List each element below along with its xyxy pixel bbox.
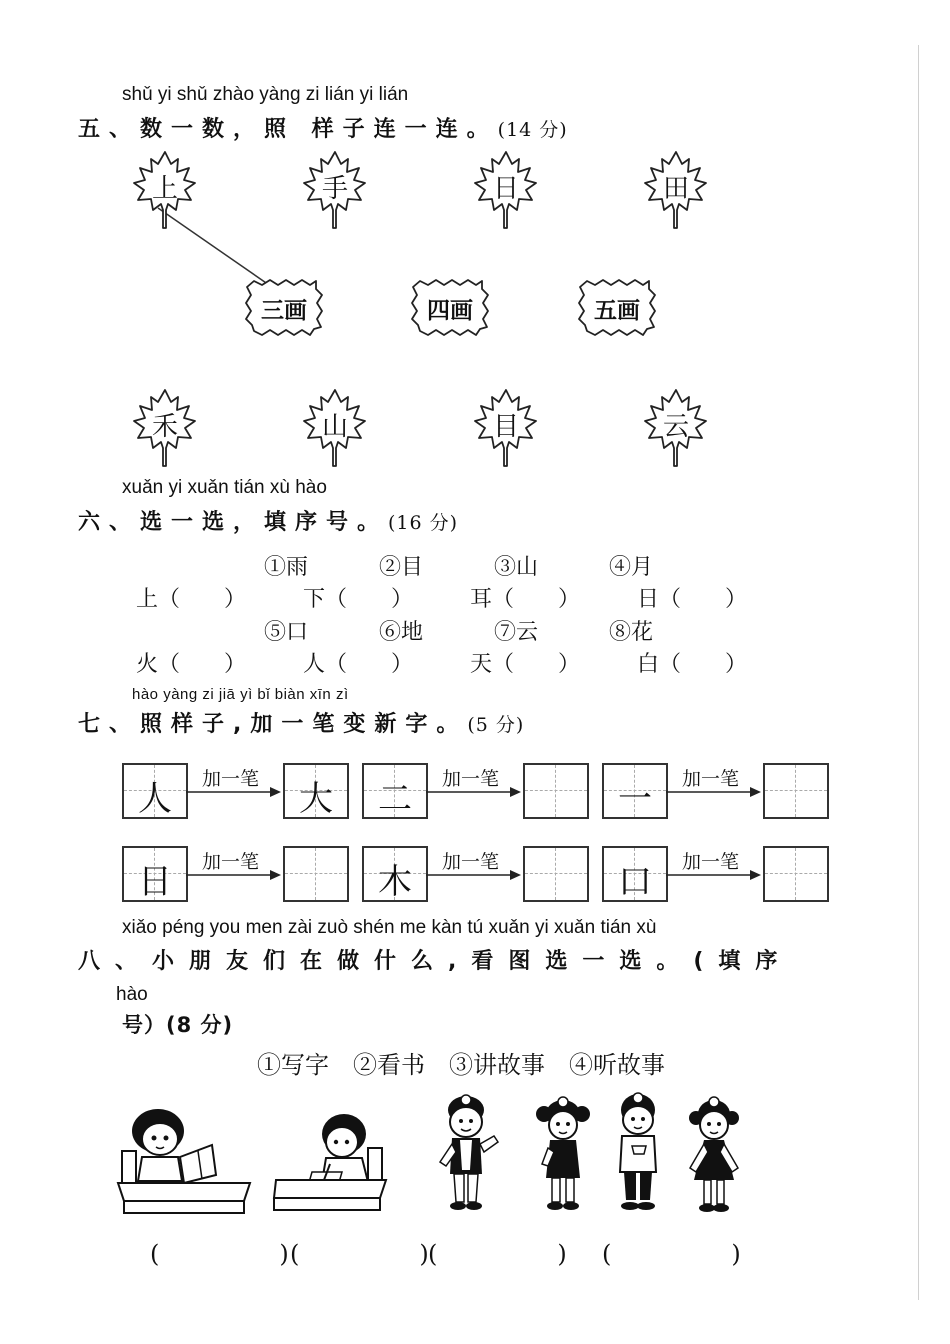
fill-question[interactable]: 日（ ） xyxy=(637,587,748,612)
box-char: 日 xyxy=(138,862,172,902)
answer-blank[interactable]: ( ) xyxy=(150,1240,337,1268)
box-char: 一 xyxy=(618,779,652,819)
leaf-char: 云 xyxy=(662,412,689,442)
stroke-count-badge[interactable] xyxy=(577,277,657,337)
arrow-right-icon xyxy=(426,784,522,800)
option: ①雨 xyxy=(264,555,309,580)
s7-pinyin: hào yàng zi jiā yì bǐ biàn xīn zì xyxy=(132,686,349,703)
fill-question[interactable]: 白（ ） xyxy=(637,652,748,677)
answer-blank[interactable]: ( ) xyxy=(602,1240,789,1268)
s8-title: 八、小朋友们在做什么,看图选一选。(填序 xyxy=(78,949,793,974)
s8-pinyin: xiǎo péng you men zài zuò shén me kàn tú xuǎn yi xuǎn tián xù xyxy=(122,917,657,938)
stroke-count-badge[interactable] xyxy=(410,277,490,337)
leaf-char-card[interactable] xyxy=(302,388,368,470)
leaf-char-card[interactable] xyxy=(302,150,368,232)
answer-blank[interactable]: ( ) xyxy=(290,1240,477,1268)
leaf-char: 山 xyxy=(321,412,348,442)
add-stroke-label: 加一笔 xyxy=(202,768,260,790)
s7-score: (5 分) xyxy=(467,714,525,736)
s7-title: 七、照样子,加一笔变新字。 xyxy=(78,712,468,737)
s5-score: (14 分) xyxy=(497,119,568,141)
s7-heading xyxy=(78,707,524,738)
stroke-count-label: 五画 xyxy=(594,297,640,324)
leaf-char: 禾 xyxy=(151,412,178,442)
s6-heading xyxy=(78,505,458,536)
option: ⑤口 xyxy=(264,620,309,645)
leaf-char: 田 xyxy=(662,174,689,204)
option: ②目 xyxy=(379,555,424,580)
char-box-source xyxy=(602,846,668,902)
box-char: 木 xyxy=(378,862,412,902)
arrow-right-icon xyxy=(666,867,762,883)
girl-listening-icon xyxy=(530,1092,596,1218)
fill-question[interactable]: 火（ ） xyxy=(136,652,247,677)
boy-standing-icon xyxy=(608,1088,668,1218)
char-box-source xyxy=(362,846,428,902)
s8-pinyin-hao: hào xyxy=(116,984,148,1005)
option: ⑥地 xyxy=(379,620,424,645)
answer-blank[interactable]: ( ) xyxy=(428,1240,615,1268)
leaf-char-card[interactable] xyxy=(132,388,198,470)
box-char: 口 xyxy=(618,862,652,902)
add-stroke-label: 加一笔 xyxy=(442,851,500,873)
char-box-source xyxy=(122,846,188,902)
option: ④月 xyxy=(609,555,654,580)
s6-title: 六、选一选，填序号。 xyxy=(78,510,389,535)
child-reading-book-icon xyxy=(116,1105,252,1221)
s6-score: (16 分) xyxy=(388,512,459,534)
boy-telling-story-icon xyxy=(432,1090,502,1218)
stroke-count-label: 三画 xyxy=(261,297,307,324)
arrow-right-icon xyxy=(666,784,762,800)
child-writing-icon xyxy=(272,1108,392,1220)
stroke-count-label: 四画 xyxy=(427,297,473,324)
leaf-char-card[interactable] xyxy=(473,150,539,232)
leaf-char: 手 xyxy=(321,174,348,204)
fill-question[interactable]: 下（ ） xyxy=(303,587,414,612)
fill-question[interactable]: 天（ ） xyxy=(470,652,581,677)
fill-question[interactable]: 上（ ） xyxy=(136,587,247,612)
add-stroke-label: 加一笔 xyxy=(442,768,500,790)
s5-pinyin: shǔ yi shǔ zhào yàng zi lián yi lián xyxy=(122,84,409,105)
char-box-source xyxy=(602,763,668,819)
leaf-char-card[interactable] xyxy=(643,150,709,232)
add-stroke-label: 加一笔 xyxy=(682,851,740,873)
option: ⑧花 xyxy=(609,620,654,645)
leaf-char-card[interactable] xyxy=(473,388,539,470)
option: ⑦云 xyxy=(494,620,539,645)
s5-title: 五、数一数，照 样子连一连。 xyxy=(78,117,498,142)
add-stroke-label: 加一笔 xyxy=(202,851,260,873)
box-char: 人 xyxy=(138,779,172,819)
box-char: 大 xyxy=(299,779,333,819)
s8-choices: ①写字 ②看书 ③讲故事 ④听故事 xyxy=(257,1051,665,1079)
char-box-answer[interactable] xyxy=(763,846,829,902)
arrow-right-icon xyxy=(186,867,282,883)
leaf-char-card[interactable] xyxy=(643,388,709,470)
leaf-char: 日 xyxy=(492,174,519,204)
s8-title-cont xyxy=(122,1009,233,1039)
fill-question[interactable]: 人（ ） xyxy=(303,652,414,677)
leaf-char: 上 xyxy=(151,174,178,204)
char-box-source xyxy=(122,763,188,819)
box-char: 二 xyxy=(378,779,412,819)
stroke-count-badge[interactable] xyxy=(244,277,324,337)
char-box-source xyxy=(362,763,428,819)
char-box-answer[interactable] xyxy=(283,846,349,902)
char-box-answer[interactable] xyxy=(283,763,349,819)
arrow-right-icon xyxy=(186,784,282,800)
arrow-right-icon xyxy=(426,867,522,883)
char-box-answer[interactable] xyxy=(523,763,589,819)
girl-standing-icon xyxy=(684,1092,744,1220)
s6-pinyin: xuǎn yi xuǎn tián xù hào xyxy=(122,477,327,498)
leaf-char: 目 xyxy=(492,412,519,442)
char-box-answer[interactable] xyxy=(763,763,829,819)
add-stroke-label: 加一笔 xyxy=(682,768,740,790)
option: ③山 xyxy=(494,555,539,580)
char-box-answer[interactable] xyxy=(523,846,589,902)
fill-question[interactable]: 耳（ ） xyxy=(470,587,581,612)
leaf-char-card[interactable] xyxy=(132,150,198,232)
s8-title-cont-text: 号）(8 分) xyxy=(122,1013,234,1037)
